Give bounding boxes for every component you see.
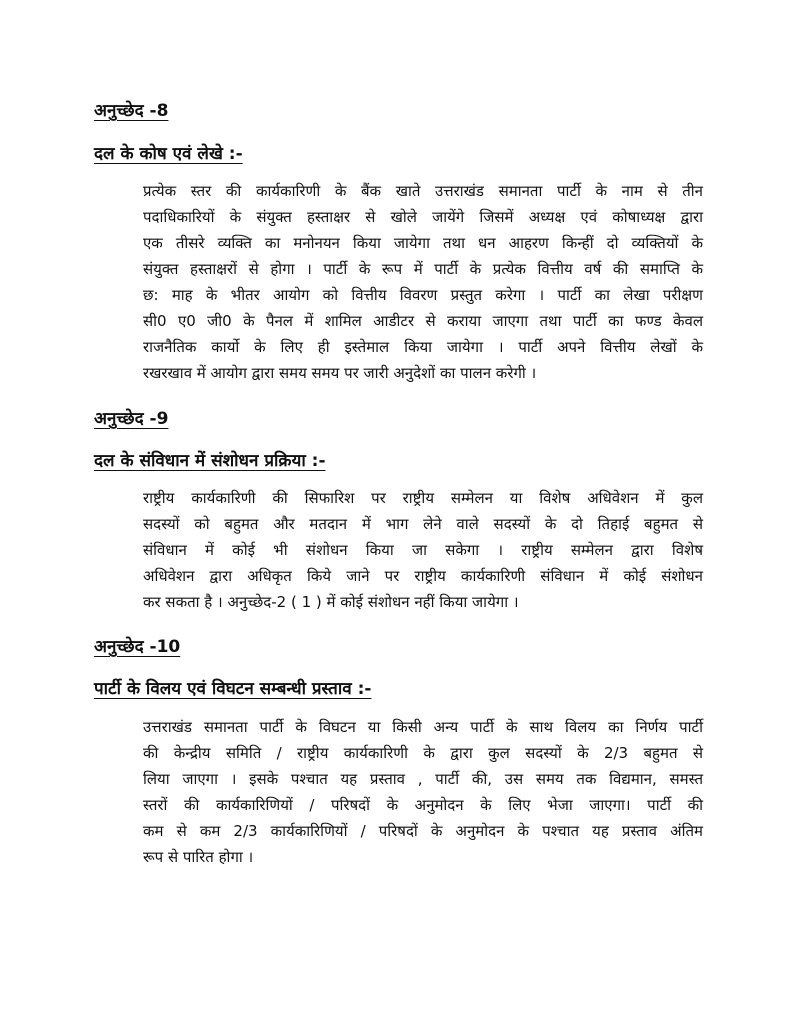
text-line: उत्तराखंड समानता पार्टी के विघटन या किसी अन्य पार्टी के साथ विलय का निर्णय पार्टी [143,718,703,736]
article-heading-8: अनुच्छेद -8 [94,101,169,121]
paragraph-party-funds [143,178,703,386]
text-line: रखरखाव में आयोग द्वारा समय समय पर जारी अनुदेशों का पालन करेगी । [143,364,537,382]
section-title-party-funds: दल के कोष एवं लेखे :- [94,144,243,164]
paragraph-merger-dissolution [143,714,703,870]
text-line: स्तरों की कार्यकारिणियों / परिषदों के अनुमोदन के लिए भेजा जाएगा। पार्टी की [143,796,703,814]
text-line: संविधान में कोई भी संशोधन किया जा सकेगा । राष्ट्रीय सम्मेलन द्वारा विशेष [143,541,703,559]
text-line: संयुक्त हस्ताक्षरों से होगा । पार्टी के रूप में पार्टी के प्रत्येक वित्तीय वर्ष की समाप्ति के [143,260,703,278]
section-title-amendment-procedure: दल के संविधान में संशोधन प्रक्रिया :- [94,451,326,471]
text-line: सदस्यों को बहुमत और मतदान में भाग लेने वाले सदस्यों के दो तिहाई बहुमत से [143,515,703,533]
text-line: अधिवेशन द्वारा अधिकृत किये जाने पर राष्ट्रीय कार्यकारिणी संविधान में कोई संशोधन [143,567,703,585]
text-line: की केन्द्रीय समिति / राष्ट्रीय कार्यकारिणी के द्वारा कुल सदस्यों के 2/3 बहुमत से [143,744,703,762]
section-title-merger-dissolution: पार्टी के विलय एवं विघटन सम्बन्धी प्रस्ताव :- [94,679,372,699]
text-line: लिया जाएगा । इसके पश्चात यह प्रस्ताव , पार्टी की, उस समय तक विद्यमान, समस्त [143,770,703,788]
text-line: कम से कम 2/3 कार्यकारिणियों / परिषदों के अनुमोदन के पश्चात यह प्रस्ताव अंतिम [143,822,703,840]
article-heading-9: अनुच्छेद -9 [94,409,169,429]
text-line: राजनैतिक कार्यो के लिए ही इस्तेमाल किया जायेगा । पार्टी अपने वित्तीय लेखों के [143,338,703,356]
text-line: छ: माह के भीतर आयोग को वित्तीय विवरण प्रस्तुत करेगा । पार्टी का लेखा परीक्षण [143,286,703,304]
paragraph-amendment-procedure [143,485,703,615]
text-line: एक तीसरे व्यक्ति का मनोनयन किया जायेगा तथा धन आहरण किन्हीं दो व्यक्तियों के [143,234,703,252]
article-heading-10: अनुच्छेद -10 [94,637,181,657]
text-line: रूप से पारित होगा । [143,848,254,866]
text-line: पदाधिकारियों के संयुक्त हस्ताक्षर से खोले जायेंगे जिसमें अध्यक्ष एवं कोषाध्यक्ष द्वारा [143,208,703,226]
text-line: सी0 ए0 जी0 के पैनल में शामिल आडीटर से कराया जाएगा तथा पार्टी का फण्ड केवल [143,312,703,330]
text-line: प्रत्येक स्तर की कार्यकारिणी के बैंक खाते उत्तराखंड समानता पार्टी के नाम से तीन [143,182,703,200]
text-line: कर सकता है । अनुच्छेद-2 ( 1 ) में कोई संशोधन नहीं किया जायेगा । [143,593,519,611]
text-line: राष्ट्रीय कार्यकारिणी की सिफारिश पर राष्ट्रीय सम्मेलन या विशेष अधिवेशन में कुल [143,489,703,507]
